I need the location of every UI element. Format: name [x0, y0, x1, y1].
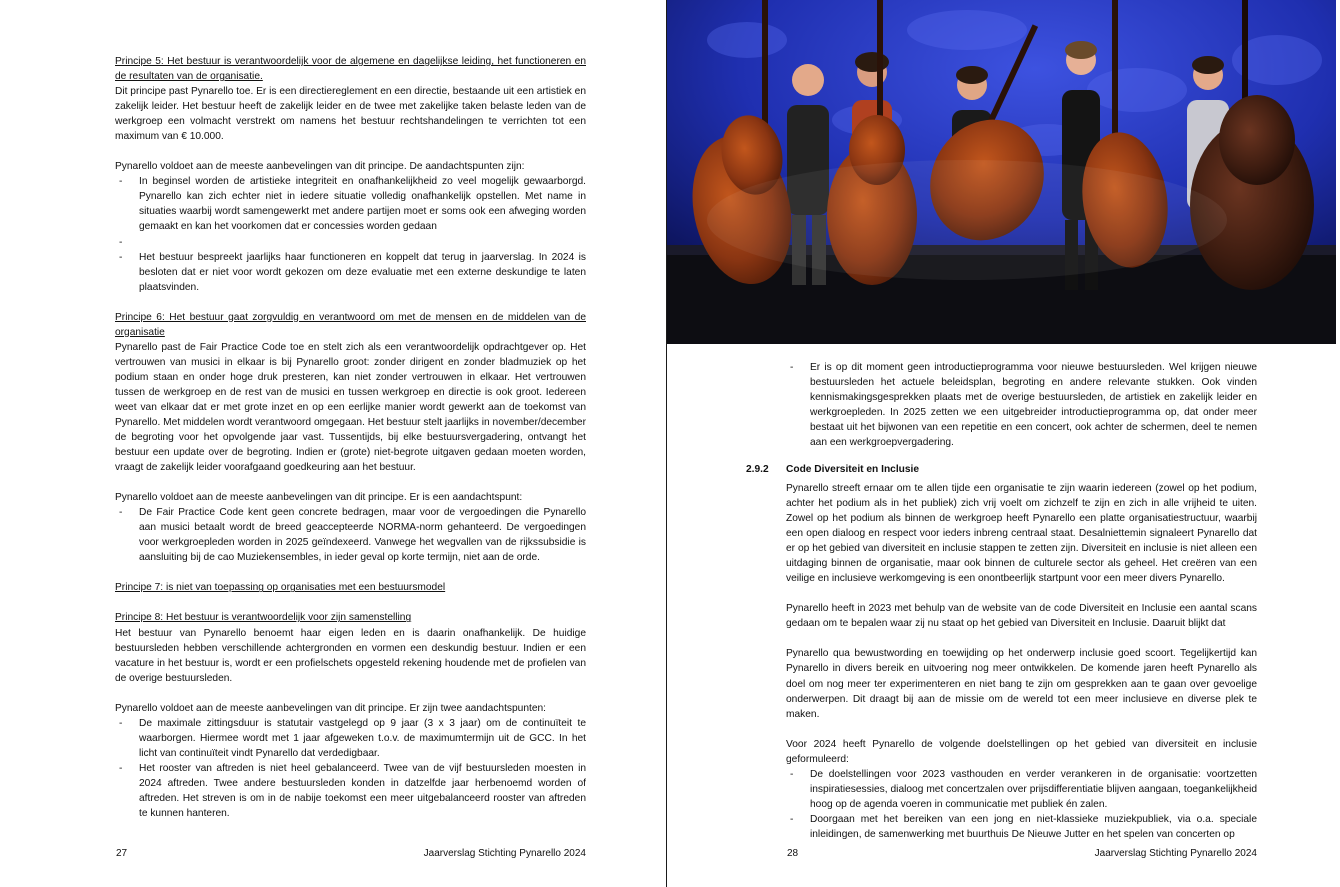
principle-6-body: Pynarello past de Fair Practice Code toe en stelt zich als een verantwoordelijk opdrachtgever op. Het vertrouwen van musici in elkaar is bij Pynarello groot: zonder dirigent en zonder bladmuziek op het podium staan en onder hoge druk presteren, kan niet zonder vertrouwen in elkaar. Het vertrouwen tussen de werkgroep en de rest van de musici en tussen werkgroep en directie is ook groot. Iedereen weet van elkaar dat er met grote inzet en op een eerlijke manier wordt gewerkt aan de toekomst van Pynarello. Met middelen wordt verantwoord omgegaan. Het bestuur stelt jaarlijks in november/december de begroting voor het opvolgende jaar vast. Tussentijds, bij elke bestuursvergadering, ontvangt het bestuur een update over de begroting. Indien er (grote) niet-begrote uitgaven gedaan moeten worden, vraagt de zakelijk leider voorafgaand goedkeuring aan het bestuur. — [115, 341, 586, 474]
left-page — [0, 0, 666, 887]
list-item: - In beginsel worden de artistieke integriteit en onafhankelijkheid zo veel mogelijk gewaarborgd. Pynarello kan zich echter niet in iedere situatie volledig onafhankelijk opstellen. Met name in situaties waarbij wordt samengewerkt met andere partijen moet er soms ook een afweging worden gemaakt en kan het voorkomen dat er concessies worden gedaan — [115, 174, 586, 234]
principle-5-heading: Principe 5: Het bestuur is verantwoordelijk voor de algemene en dagelijkse leiding, het functioneren en de resultaten van de organisatie. — [115, 56, 586, 83]
right-page-text — [786, 360, 1257, 450]
footer-title: Jaarverslag Stichting Pynarello 2024 — [423, 848, 586, 859]
principle-6-list — [115, 505, 586, 565]
diversity-paragraph-3: Pynarello qua bewustwording en toewijding op het onderwerp inclusie goed scoort. Tegelijkertijd kan Pynarello in divers bereik en uitvoering nog meer ontwikkelen. De komende jaren heeft Pynarello als doel om nog meer ter experimenteren en niet bang te zijn om gesprekken aan te gaan over gevoelige onderwerpen. Dit draagt bij aan de missie om de wereld tot een meer inclusieve en diverse plek te maken. — [786, 648, 1257, 720]
photo-illustration — [667, 0, 1336, 344]
page-number: 27 — [116, 848, 128, 859]
principle-7-heading: Principe 7: is niet van toepassing op organisaties met een bestuursmodel — [115, 582, 446, 594]
list-item: - Er is op dit moment geen introductieprogramma voor nieuwe bestuursleden. Wel krijgen nieuwe bestuursleden het actuele beleidsplan, begroting en andere relevante stukken. Ook vinden kennismakingsgesprekken plaats met de overige bestuursleden, de artistiek en zakelijk leider en werkgroepleden. In 2025 zetten we een uitgebreider introductieprogramma op, dat onder meer bestaat uit het bijwonen van een repetitie en een concert, ook achter de schermen, deel te nemen aan een werkgroepvergadering. — [786, 360, 1257, 450]
diversity-paragraph-2: Pynarello heeft in 2023 met behulp van de website van de code Diversiteit en Inclusie een aantal scans gedaan om te bepalen waar zij nu staat op het gebied van Diversiteit en Inclusie. Daaruit blijkt dat — [786, 603, 1257, 630]
diversity-paragraph-4: Voor 2024 heeft Pynarello de volgende doelstellingen op het gebied van diversiteit en inclusie geformuleerd: — [786, 738, 1257, 765]
principle-8-intro: Pynarello voldoet aan de meeste aanbevelingen van dit principe. Er zijn twee aandachtspunten: — [115, 702, 546, 714]
list-item: - Doorgaan met het bereiken van een jong en niet-klassieke muziekpubliek, via o.a. speciale inleidingen, de samenwerking met buurthuis De Nieuwe Jutter en het spelen van concerten op — [786, 812, 1257, 842]
principle-6-intro: Pynarello voldoet aan de meeste aanbevelingen van dit principe. Er is een aandachtspunt: — [115, 492, 523, 504]
list-item — [115, 235, 586, 250]
list-item: - De doelstellingen voor 2023 vasthouden en verder verankeren in de organisatie: voortzetten inspiratiesessies, dialoog met concertzalen over prijsdifferentiatie blijven aangaan, toegankelijkheid hoog op de agenda voeren in communicatie met publiek én zalen. — [786, 767, 1257, 812]
list-item: - Het rooster van aftreden is niet heel gebalanceerd. Twee van de vijf bestuursleden moesten in 2024 aftreden. Twee andere bestuursleden konden in datzelfde jaar herbenoemd worden of aftreden. Het streven is om in de nabije toekomst een meer uitgebalanceerd rooster van aftreden te kunnen hanteren. — [115, 761, 586, 821]
diversity-paragraph-1: Pynarello streeft ernaar om te allen tijde een organisatie te zijn waarin iedereen (zowel op het podium, achter het podium als in het publiek) zich vrij voelt om zichzelf te zijn en zich in alle vrijheid te uiten. Zowel op het podium als binnen de werkgroep heeft Pynarello een platte organisatiestructuur, waarbij een open dialoog en respect voor ieders inbreng centraal staat. Desalniettemin signaleert Pynarello dat er op het gebied van diversiteit en inclusie stappen te zetten zijn. Diversiteit en inclusie is niet alleen een uitdaging binnen de organisatie, maar ook binnen de culturele sector als geheel. Het creëren van een veilige en inclusieve werkomgeving is een onontbeerlijk startpunt voor een meer divers Pynarello. — [786, 483, 1257, 585]
right-page-body — [786, 481, 1257, 842]
footer-title: Jaarverslag Stichting Pynarello 2024 — [1094, 848, 1257, 859]
principle-8-heading: Principe 8: Het bestuur is verantwoordelijk voor zijn samenstelling — [115, 612, 412, 624]
principle-5-intro: Pynarello voldoet aan de meeste aanbevelingen van dit principe. De aandachtspunten zijn: — [115, 161, 525, 173]
list-item: - Het bestuur bespreekt jaarlijks haar functioneren en koppelt dat terug in jaarverslag. In 2024 is besloten dat er niet voor wordt gekozen om deze evaluatie met een externe deskundige te laten plaatsvinden. — [115, 250, 586, 295]
left-page-text — [115, 54, 586, 821]
section-title: Code Diversiteit en Inclusie — [786, 464, 920, 475]
principle-5-list — [115, 174, 586, 294]
goals-list — [786, 767, 1257, 842]
section-number: 2.9.2 — [746, 464, 769, 475]
list-item: - De Fair Practice Code kent geen concrete bedragen, maar voor de vergoedingen die Pynarello aan musici betaalt wordt de breed geaccepteerde NORMA-norm gehanteerd. De vergoedingen voor werkgroepleden worden in 2025 geïndexeerd. Vanwege het wegvallen van de rijkssubsidie is aansluiting bij de cao Muziekensembles, in ieder geval op korte termijn, niet aan de orde. — [115, 505, 586, 565]
principle-5-body: Dit principe past Pynarello toe. Er is een directiereglement en een directie, bestaande uit een artistiek en zakelijk leider. Het bestuur heeft de zakelijk leider en de twee met zakelijke taken belaste leden van de werkgroep een volmacht verstrekt om namens het bestuur rechtshandelingen te verrichten tot een maximum van € 10.000. — [115, 86, 586, 143]
principle-6-heading: Principe 6: Het bestuur gaat zorgvuldig en verantwoord om met de mensen en de middelen van de organisatie — [115, 311, 586, 338]
list-item: - De maximale zittingsduur is statutair vastgelegd op 9 jaar (3 x 3 jaar) om de continuïteit te waarborgen. Hiermee wordt met 1 jaar afgeweken t.o.v. de maximumtermijn uit de GCC. In het licht van continuïteit vindt Pynarello dat verdedigbaar. — [115, 716, 586, 761]
principle-8-list — [115, 716, 586, 821]
page-number: 28 — [787, 848, 799, 859]
double-bass-players-photo — [667, 0, 1336, 344]
board-intro-list — [786, 360, 1257, 450]
principle-8-body: Het bestuur van Pynarello benoemt haar eigen leden en is daarin onafhankelijk. De huidige bestuursleden hebben verschillende achtergronden en vormen een deskundig bestuur. Indien er een vacature in het bestuur is, wordt er een profielschets opgesteld rekening houdende met de profielen van de overige bestuursleden. — [115, 627, 586, 684]
